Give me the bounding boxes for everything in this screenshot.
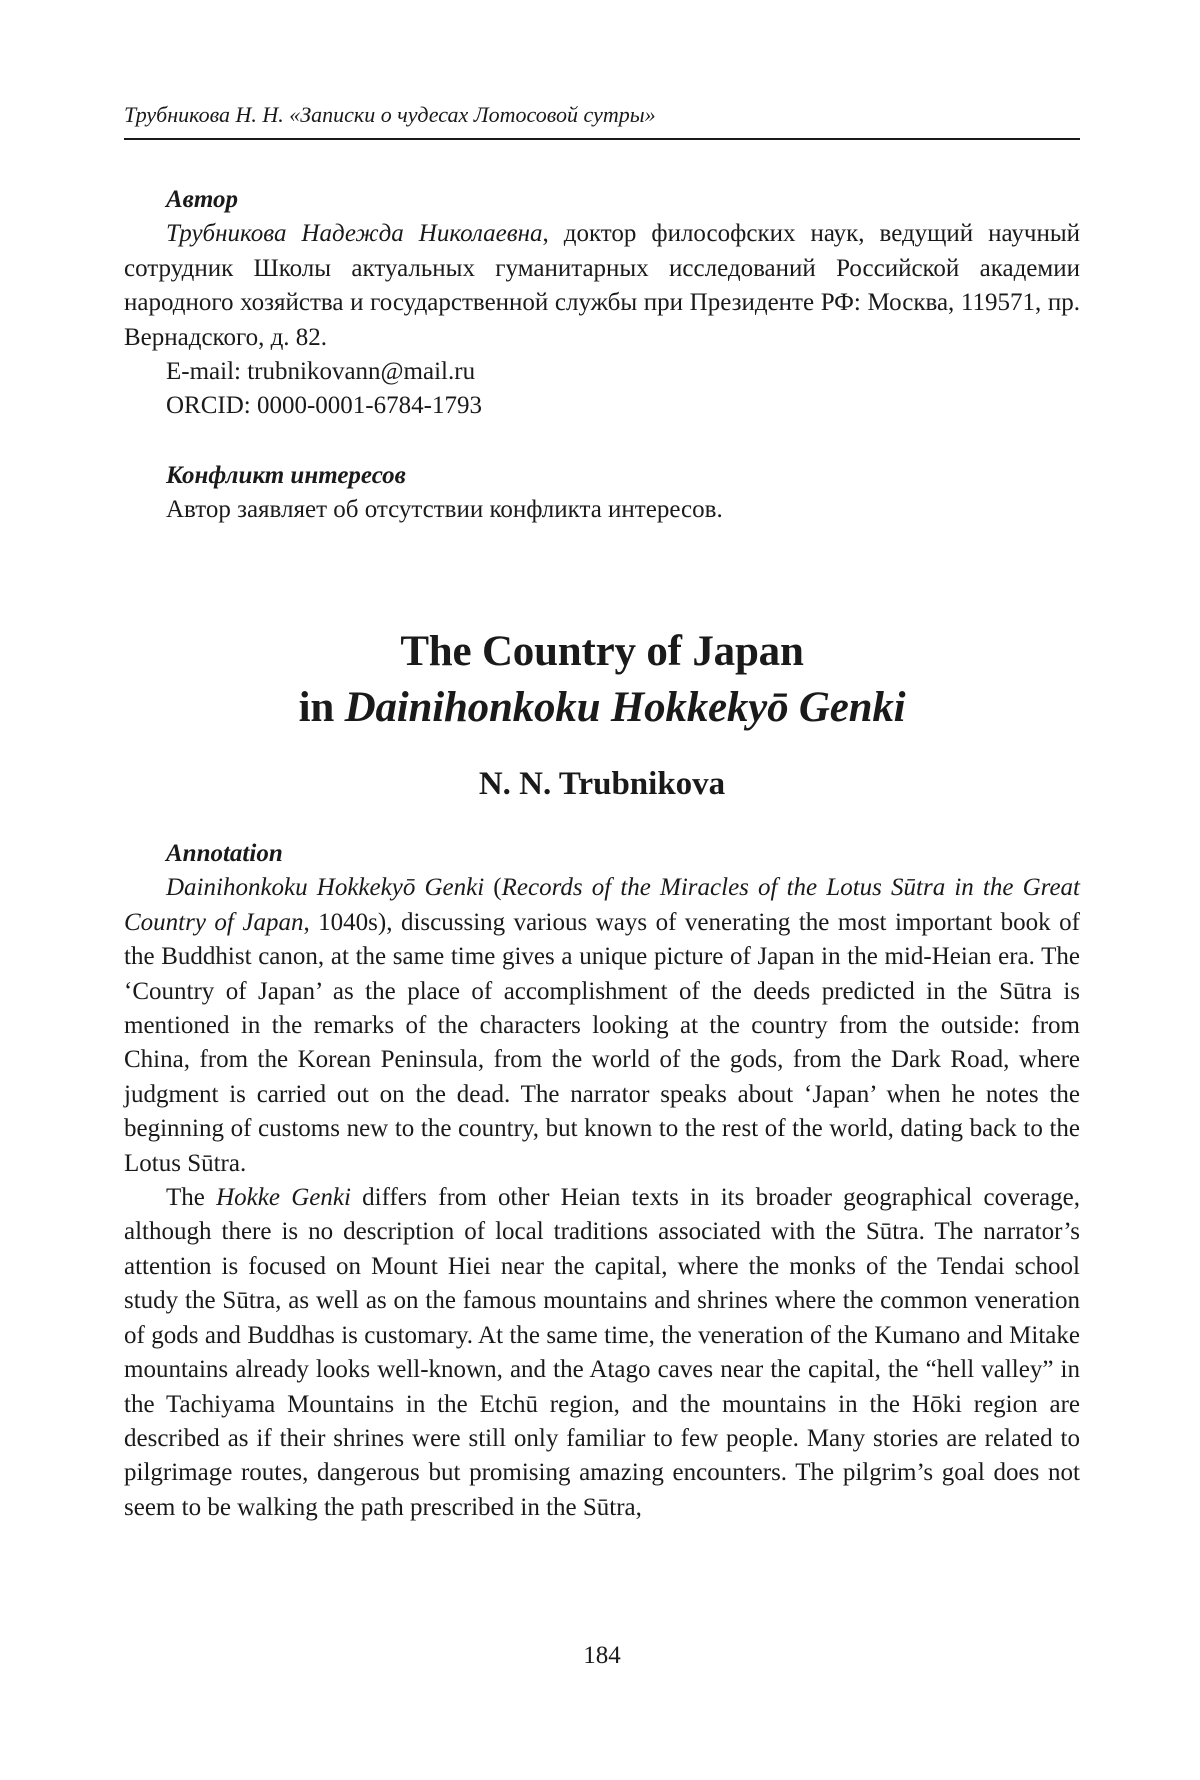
conflict-text: Автор заявляет об отсутствии конфликта интересов. <box>166 496 723 524</box>
annotation-section <box>124 837 1080 1525</box>
annotation-p2-start: The <box>166 1184 217 1212</box>
annotation-paragraph-1 <box>124 871 1080 1181</box>
title-line-2-italic: Dainihonkoku Hokkekyō Genki <box>344 684 906 731</box>
author-affiliation-paragraph <box>124 217 1080 355</box>
article-title <box>124 624 1080 736</box>
conflict-section <box>124 459 1080 528</box>
annotation-p1-rest: , 1040s), discussing various ways of venerating the most important book of the Buddhist canon, at the same time gives a unique picture of Japan in the mid-Heian era. The ‘Country of Japan’ as the place of accomplishment of the deeds predicted in the Sūtra is mentioned in the remarks of the characters looking at the country from the outside: from China, from the Korean Peninsula, from the world of the gods, from the Dark Road, where judgment is carried out on the dead. The narrator speaks about ‘Japan’ when he notes the beginning of customs new to the country, but known to the rest of the world, dating back to the Lotus Sūtra. <box>124 908 1080 1177</box>
author-name: Трубникова Надежда Николаевна <box>166 220 543 248</box>
annotation-p1-open: ( <box>484 874 502 902</box>
title-line-2 <box>124 680 1080 736</box>
author-affiliation: , доктор философских наук, ведущий научный сотрудник Школы актуальных гуманитарных исследований Российской академии народного хозяйства и государственной службы при Президенте РФ: Москва, 119571, пр. Вернадского, д. 82. <box>124 220 1081 351</box>
header-rule <box>124 138 1080 140</box>
running-header: Трубникова Н. Н. «Записки о чудесах Лотосовой сутры» <box>124 102 656 127</box>
annotation-paragraph-2 <box>124 1181 1080 1525</box>
author-orcid: ORCID: 0000-0001-6784-1793 <box>166 392 482 420</box>
author-heading: Автор <box>166 186 238 213</box>
title-line-1: The Country of Japan <box>400 628 804 675</box>
conflict-heading: Конфликт интересов <box>166 462 406 489</box>
annotation-p2-rest: differs from other Heian texts in its broader geographical coverage, although there is no description of local traditions associated with the Sūtra. The narrator’s attention is focused on Mount Hiei near the capital, where the monks of the Tendai school study the Sūtra, as well as on the famous mountains and shrines where the common veneration of gods and Buddhas is customary. At the same time, the veneration of the Kumano and Mitake mountains already looks well-known, and the Atago caves near the capital, the “hell valley” in the Tachiyama Mountains in the Etchū region, and the mountains in the Hōki region are described as if their shrines were still only familiar to few people. Many stories are related to pilgrimage routes, dangerous but promising amazing encounters. The pilgrim’s goal does not seem to be walking the path prescribed in the Sūtra, <box>124 1184 1080 1521</box>
author-info-ru <box>124 183 1080 424</box>
author-email: E-mail: trubnikovann@mail.ru <box>166 358 476 386</box>
annotation-p1-translation: Records of the Miracles of the Lotus Sūtra in the Great Country of Japan <box>124 874 1080 936</box>
author-name-en: N. N. Trubnikova <box>478 766 726 802</box>
annotation-p1-title: Dainihonkoku Hokkekyō Genki <box>166 874 485 902</box>
annotation-p2-title: Hokke Genki <box>216 1184 351 1212</box>
title-line-2-prefix: in <box>298 684 345 731</box>
annotation-heading: Annotation <box>166 840 283 867</box>
page-number: 184 <box>583 1642 621 1669</box>
